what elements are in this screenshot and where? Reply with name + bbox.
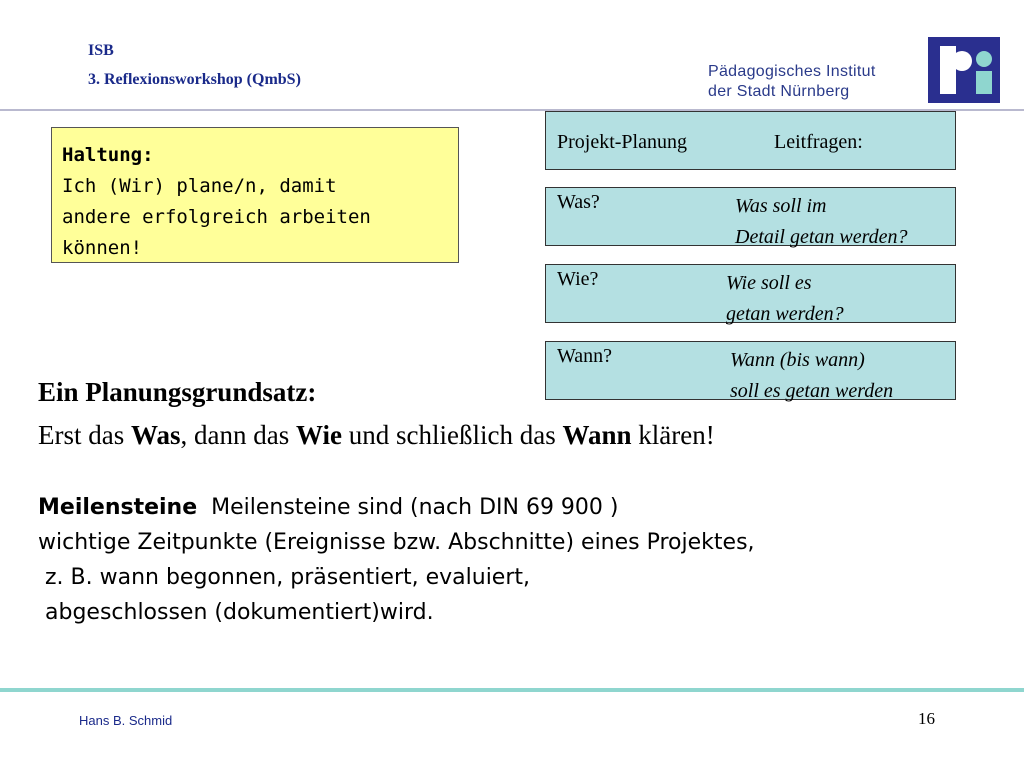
planning-heading-right: Leitfragen: xyxy=(774,131,863,153)
milestones-label: Meilensteine xyxy=(38,495,198,520)
planning-row-was xyxy=(545,187,956,246)
milestones-line-4: abgeschlossen (dokumentiert)wird. xyxy=(38,600,434,625)
planning-heading-left: Projekt-Planung xyxy=(557,131,687,153)
principle-bold-wie: Wie xyxy=(296,420,342,450)
planning-answer-line-1: Wie soll es xyxy=(726,272,812,294)
planning-answer xyxy=(735,191,908,253)
planning-heading-box xyxy=(545,111,956,170)
institute-line-2: der Stadt Nürnberg xyxy=(708,83,850,100)
principle-text xyxy=(38,420,715,451)
planning-question: Wann? xyxy=(557,345,613,367)
haltung-label: Haltung: xyxy=(62,144,154,166)
page-number: 16 xyxy=(918,709,935,728)
milestones-line-3: z. B. wann begonnen, präsentiert, evaluiert, xyxy=(38,565,531,590)
planning-answer-line-2: Detail getan werden? xyxy=(735,226,908,248)
principle-text-2: , dann das xyxy=(180,420,296,450)
haltung-line-1: Ich (Wir) plane/n, damit xyxy=(62,175,337,197)
planning-answer-line-2: getan werden? xyxy=(726,303,844,325)
planning-row-wie xyxy=(545,264,956,323)
principle-text-4: klären! xyxy=(631,420,715,450)
footer-divider xyxy=(0,688,1024,692)
institute-line-1: Pädagogisches Institut xyxy=(708,63,876,80)
principle-bold-was: Was xyxy=(130,420,181,450)
planning-row-wann xyxy=(545,341,956,400)
institute-name xyxy=(708,62,876,102)
principle-text-3: und schließlich das xyxy=(342,420,563,450)
milestones-line-1 xyxy=(38,490,755,525)
planning-question: Was? xyxy=(557,191,600,213)
header-subtitle: 3. Reflexionsworkshop (QmbS) xyxy=(88,71,301,88)
haltung-line-2: andere erfolgreich arbeiten xyxy=(62,206,371,228)
haltung-line-3: können! xyxy=(62,237,143,259)
principle-title: Ein Planungsgrundsatz: xyxy=(38,377,317,407)
haltung-box xyxy=(51,127,459,263)
milestones-line-2: wichtige Zeitpunkte (Ereignisse bzw. Abschnitte) eines Projektes, xyxy=(38,530,755,555)
planning-answer-line-1: Was soll im xyxy=(735,195,827,217)
principle-text-1: Erst das xyxy=(38,420,131,450)
milestones-definition: Meilensteine sind (nach DIN 69 900 ) xyxy=(197,495,619,520)
footer-author: Hans B. Schmid xyxy=(79,713,173,728)
header-title: ISB xyxy=(88,42,114,59)
planning-answer-line-1: Wann (bis wann) xyxy=(730,349,865,371)
planning-question: Wie? xyxy=(557,268,599,290)
planning-answer-line-2: soll es getan werden xyxy=(730,380,894,402)
principle-bold-wann: Wann xyxy=(562,420,632,450)
planning-answer xyxy=(726,268,844,330)
milestones-section xyxy=(38,490,755,630)
planning-answer xyxy=(730,345,893,407)
institute-logo xyxy=(928,37,1000,103)
